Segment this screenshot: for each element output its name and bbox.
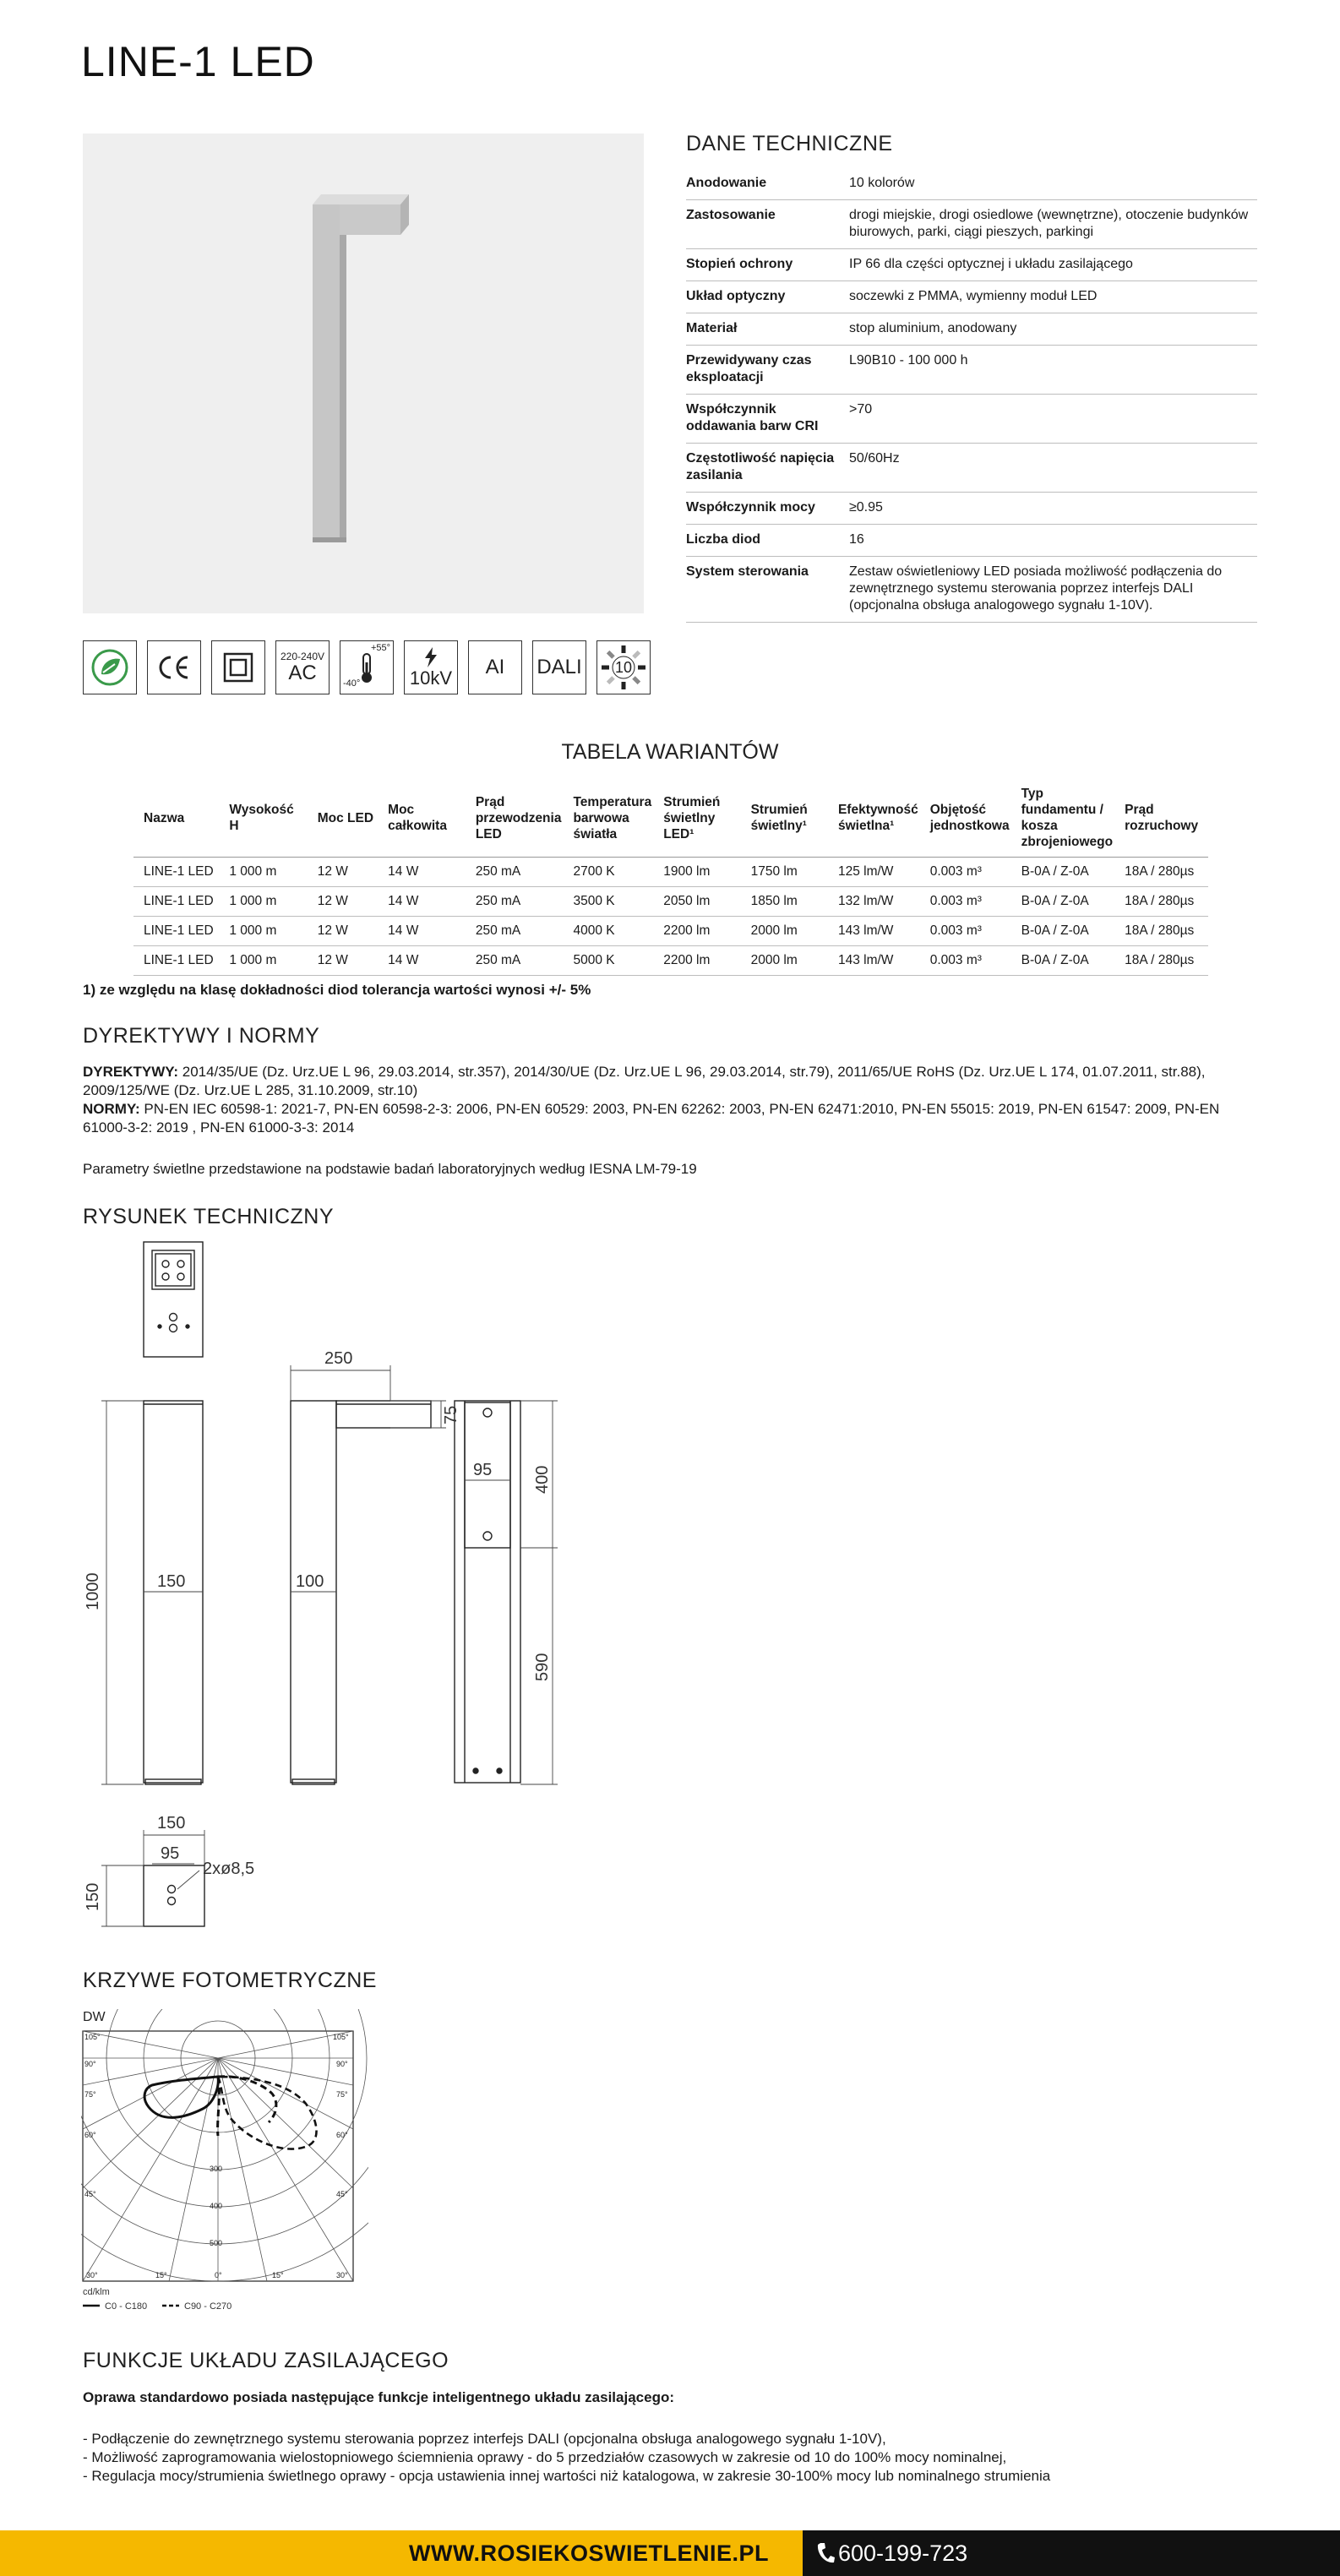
directives-heading: DYREKTYWY I NORMY bbox=[83, 1024, 320, 1048]
table-cell: 18A / 280µs bbox=[1114, 858, 1208, 887]
function-item: - Regulacja mocy/strumienia świetlnego oprawy - opcja ustawienia innej wartości niż katalogowa, w zakresie 30-100% mocy lub nominalnego strumienia bbox=[83, 2468, 1051, 2484]
phone-icon bbox=[816, 2542, 835, 2564]
norms-list: PN-EN IEC 60598-1: 2021-7, PN-EN 60598-2-3: 2006, PN-EN 60529: 2003, PN-EN 62262: 2003, PN-EN 62471:2010, PN-EN 55015: 2019, PN-EN 61547: 2009, PN-EN 61000-3-2: 2019 , PN-EN 61000-3-3: 2014 bbox=[83, 1101, 1220, 1136]
tech-row bbox=[686, 525, 1257, 557]
tech-key: Częstotliwość napięcia zasilania bbox=[686, 451, 835, 482]
temp-high: +55° bbox=[370, 643, 390, 653]
table-cell: 5000 K bbox=[563, 946, 653, 976]
radial-300: 300 bbox=[210, 2165, 223, 2173]
tech-key: Współczynnik mocy bbox=[686, 500, 815, 515]
table-cell: 250 mA bbox=[466, 858, 564, 887]
product-photo bbox=[83, 133, 644, 613]
tech-row bbox=[686, 281, 1257, 313]
table-cell: 1 000 m bbox=[219, 946, 307, 976]
dim-100: 100 bbox=[296, 1572, 324, 1591]
table-cell: 143 lm/W bbox=[828, 946, 920, 976]
angle-30-left: 30° bbox=[86, 2271, 98, 2279]
angle-60-left: 60° bbox=[84, 2131, 96, 2139]
angle-90-left: 90° bbox=[84, 2060, 96, 2068]
table-cell: 250 mA bbox=[466, 946, 564, 976]
table-cell: LINE-1 LED bbox=[133, 946, 219, 976]
table-row bbox=[133, 946, 1208, 976]
table-cell: 3500 K bbox=[563, 887, 653, 917]
tech-row bbox=[686, 249, 1257, 281]
table-cell: 12 W bbox=[308, 917, 378, 946]
tech-row bbox=[686, 346, 1257, 395]
column-header: Strumień świetlny¹ bbox=[741, 781, 828, 858]
tech-value: drogi miejskie, drogi osiedlowe (wewnętrzne), otoczenie budynków biurowych, parki, ciągi pieszych, parkingi bbox=[849, 208, 1249, 239]
column-header: Objętość jednostkowa bbox=[920, 781, 1011, 858]
table-cell: 2000 lm bbox=[741, 917, 828, 946]
functions-lead: Oprawa standardowo posiada następujące funkcje inteligentnego układu zasilającego: bbox=[83, 2389, 674, 2405]
table-cell: 125 lm/W bbox=[828, 858, 920, 887]
page-title: LINE-1 LED bbox=[81, 38, 315, 85]
dim-250: 250 bbox=[324, 1349, 353, 1368]
table-row bbox=[133, 858, 1208, 887]
angle-15-right: 15° bbox=[272, 2271, 284, 2279]
column-header: Prąd rozruchowy bbox=[1114, 781, 1208, 858]
tech-key: Przewidywany czas eksploatacji bbox=[686, 353, 812, 384]
table-cell: B-0A / Z-0A bbox=[1011, 887, 1115, 917]
tech-row bbox=[686, 493, 1257, 525]
eco-leaf-icon bbox=[83, 640, 137, 694]
tech-row bbox=[686, 444, 1257, 493]
table-cell: 2000 lm bbox=[741, 946, 828, 976]
base-dim-95: 95 bbox=[161, 1844, 180, 1863]
angle-75-right: 75° bbox=[336, 2090, 348, 2099]
tech-key: System sterowania bbox=[686, 564, 809, 579]
table-row bbox=[133, 917, 1208, 946]
variants-heading: TABELA WARIANTÓW bbox=[561, 740, 779, 764]
color-options-icon bbox=[596, 640, 651, 694]
drawing-heading: RYSUNEK TECHNICZNY bbox=[83, 1205, 335, 1228]
column-header: Nazwa bbox=[133, 781, 219, 858]
website-link[interactable]: WWW.ROSIEKOSWIETLENIE.PL bbox=[409, 2541, 769, 2566]
tech-key: Liczba diod bbox=[686, 532, 760, 547]
base-holes: 2xø8,5 bbox=[203, 1860, 255, 1878]
table-cell: 132 lm/W bbox=[828, 887, 920, 917]
table-cell: 2200 lm bbox=[653, 946, 740, 976]
tech-key: Zastosowanie bbox=[686, 208, 776, 222]
table-cell: 143 lm/W bbox=[828, 917, 920, 946]
class-ii-insulation-icon bbox=[211, 640, 265, 694]
table-cell: 0.003 m³ bbox=[920, 946, 1011, 976]
angle-0: 0° bbox=[215, 2271, 222, 2279]
table-cell: 1 000 m bbox=[219, 917, 307, 946]
table-cell: 18A / 280µs bbox=[1114, 887, 1208, 917]
tech-value: 10 kolorów bbox=[849, 176, 915, 190]
temp-low: -40° bbox=[343, 678, 361, 689]
variants-table bbox=[133, 781, 1208, 976]
tech-value: ≥0.95 bbox=[849, 500, 883, 515]
tech-row bbox=[686, 200, 1257, 249]
angle-90-right: 90° bbox=[336, 2060, 348, 2068]
angle-45-left: 45° bbox=[84, 2190, 96, 2198]
tech-row bbox=[686, 168, 1257, 200]
certification-icons bbox=[83, 640, 651, 694]
angle-105-left: 105° bbox=[84, 2033, 101, 2041]
tech-value: Zestaw oświetleniowy LED posiada możliwość podłączenia do zewnętrznego systemu sterowania poprzez interfejs DALI (opcjonalna obsługa analogowego sygnału 1-10V). bbox=[849, 564, 1223, 613]
table-cell: 12 W bbox=[308, 887, 378, 917]
tech-row bbox=[686, 313, 1257, 346]
column-header: Strumień świetlny LED¹ bbox=[653, 781, 740, 858]
radial-400: 400 bbox=[210, 2202, 223, 2210]
norms-label: NORMY: bbox=[83, 1101, 140, 1117]
table-cell: 0.003 m³ bbox=[920, 858, 1011, 887]
angle-30-right: 30° bbox=[336, 2271, 348, 2279]
column-header: Efektywność świetlna¹ bbox=[828, 781, 920, 858]
tech-value: L90B10 - 100 000 h bbox=[849, 353, 968, 368]
column-header: Prąd przewodzenia LED bbox=[466, 781, 564, 858]
radial-500: 500 bbox=[210, 2239, 223, 2247]
technical-data bbox=[686, 132, 1257, 623]
column-header: Wysokość H bbox=[219, 781, 307, 858]
tech-value: soczewki z PMMA, wymienny moduł LED bbox=[849, 289, 1098, 303]
angle-45-right: 45° bbox=[336, 2190, 348, 2198]
function-item: - Podłączenie do zewnętrznego systemu sterowania poprzez interfejs DALI (opcjonalna obsługa analogowego sygnału 1-10V), bbox=[83, 2431, 886, 2447]
voltage-type: AC bbox=[288, 662, 317, 684]
voltage-range: 220-240V bbox=[280, 651, 325, 662]
table-cell: 1750 lm bbox=[741, 858, 828, 887]
photometric-chart bbox=[81, 2009, 368, 2322]
footer-bar bbox=[0, 2530, 1340, 2576]
functions-heading: FUNKCJE UKŁADU ZASILAJĄCEGO bbox=[83, 2349, 449, 2372]
tech-value: 50/60Hz bbox=[849, 451, 900, 466]
tech-value: 16 bbox=[849, 532, 864, 547]
dim-95: 95 bbox=[473, 1461, 493, 1479]
table-cell: 18A / 280µs bbox=[1114, 946, 1208, 976]
base-dim-150-side: 150 bbox=[84, 1882, 102, 1911]
variants-footnote: 1) ze względu na klasę dokładności diod tolerancja wartości wynosi +/- 5% bbox=[83, 982, 591, 998]
tech-key: Anodowanie bbox=[686, 176, 767, 190]
table-cell: LINE-1 LED bbox=[133, 887, 219, 917]
table-cell: 1 000 m bbox=[219, 887, 307, 917]
table-cell: LINE-1 LED bbox=[133, 858, 219, 887]
directives-label: DYREKTYWY: bbox=[83, 1064, 179, 1080]
tech-key: Współczynnik oddawania barw CRI bbox=[686, 402, 819, 433]
ai-icon: AI bbox=[468, 640, 522, 694]
tech-value: >70 bbox=[849, 402, 873, 417]
dali-icon: DALI bbox=[532, 640, 586, 694]
table-cell: 14 W bbox=[378, 887, 466, 917]
table-cell: B-0A / Z-0A bbox=[1011, 946, 1115, 976]
tech-value: stop aluminium, anodowany bbox=[849, 321, 1017, 335]
table-cell: 12 W bbox=[308, 858, 378, 887]
table-cell: 12 W bbox=[308, 946, 378, 976]
table-cell: B-0A / Z-0A bbox=[1011, 858, 1115, 887]
table-cell: B-0A / Z-0A bbox=[1011, 917, 1115, 946]
table-cell: 0.003 m³ bbox=[920, 917, 1011, 946]
table-cell: 1850 lm bbox=[741, 887, 828, 917]
table-cell: LINE-1 LED bbox=[133, 917, 219, 946]
surge-protection-icon bbox=[404, 640, 458, 694]
ce-mark-icon bbox=[147, 640, 201, 694]
functions-list bbox=[83, 2430, 1050, 2486]
tech-row bbox=[686, 557, 1257, 623]
table-cell: 250 mA bbox=[466, 887, 564, 917]
legend-c0: C0 - C180 bbox=[105, 2301, 148, 2312]
legend-c90: C90 - C270 bbox=[184, 2301, 232, 2312]
table-cell: 14 W bbox=[378, 946, 466, 976]
technical-drawing bbox=[76, 1239, 583, 1948]
dim-590: 590 bbox=[533, 1653, 552, 1681]
column-header: Moc LED bbox=[308, 781, 378, 858]
angle-75-left: 75° bbox=[84, 2090, 96, 2099]
dim-400: 400 bbox=[533, 1465, 552, 1494]
table-cell: 250 mA bbox=[466, 917, 564, 946]
table-cell: 2700 K bbox=[563, 858, 653, 887]
table-cell: 1 000 m bbox=[219, 858, 307, 887]
function-item: - Możliwość zaprogramowania wielostopniowego ściemnienia oprawy - do 5 przedziałów czasowych w zakresie od 10 do 100% mocy nominalnej, bbox=[83, 2449, 1007, 2465]
voltage-icon bbox=[275, 640, 330, 694]
temperature-range-icon bbox=[340, 640, 394, 694]
table-row bbox=[133, 887, 1208, 917]
angle-105-right: 105° bbox=[333, 2033, 349, 2041]
table-cell: 1900 lm bbox=[653, 858, 740, 887]
dim-150: 150 bbox=[157, 1572, 186, 1591]
dim-75: 75 bbox=[442, 1405, 460, 1424]
surge-value: 10kV bbox=[409, 667, 453, 689]
photometric-heading: KRZYWE FOTOMETRYCZNE bbox=[83, 1969, 377, 1992]
table-cell: 4000 K bbox=[563, 917, 653, 946]
tech-key: Stopień ochrony bbox=[686, 257, 793, 271]
variants-header-row bbox=[133, 781, 1208, 858]
table-cell: 0.003 m³ bbox=[920, 887, 1011, 917]
iesna-note: Parametry świetlne przedstawione na podstawie badań laboratoryjnych według IESNA LM-79-19 bbox=[83, 1161, 697, 1177]
table-cell: 2200 lm bbox=[653, 917, 740, 946]
tech-key: Materiał bbox=[686, 321, 738, 335]
table-cell: 14 W bbox=[378, 858, 466, 887]
table-cell: 18A / 280µs bbox=[1114, 917, 1208, 946]
dim-1000: 1000 bbox=[84, 1572, 102, 1610]
column-header: Typ fundamentu / kosza zbrojeniowego bbox=[1011, 781, 1115, 858]
table-cell: 2050 lm bbox=[653, 887, 740, 917]
directives-list: 2014/35/UE (Dz. Urz.UE L 96, 29.03.2014, str.357), 2014/30/UE (Dz. Urz.UE L 96, 29.03.2014, str.79), 2011/65/UE RoHS (Dz. Urz.UE L 174, 01.07.2011, str.88), 2009/125/WE (Dz. Urz.UE L 285, 31.10.2009, str.10) bbox=[83, 1064, 1206, 1098]
angle-15-left: 15° bbox=[155, 2271, 167, 2279]
photometric-unit: cd/klm bbox=[83, 2287, 110, 2297]
tech-row bbox=[686, 395, 1257, 444]
tech-value: IP 66 dla części optycznej i układu zasilającego bbox=[849, 257, 1133, 271]
tech-heading: DANE TECHNICZNE bbox=[686, 132, 893, 155]
phone-link[interactable]: 600-199-723 bbox=[838, 2541, 968, 2566]
base-dim-150-top: 150 bbox=[157, 1814, 186, 1833]
column-header: Moc całkowita bbox=[378, 781, 466, 858]
photometric-label: DW bbox=[83, 2010, 106, 2024]
tech-key: Układ optyczny bbox=[686, 289, 786, 303]
column-header: Temperatura barwowa światła bbox=[563, 781, 653, 858]
directives-text bbox=[83, 1063, 1266, 1137]
color-count: 10 bbox=[614, 658, 633, 676]
table-cell: 14 W bbox=[378, 917, 466, 946]
angle-60-right: 60° bbox=[336, 2131, 348, 2139]
